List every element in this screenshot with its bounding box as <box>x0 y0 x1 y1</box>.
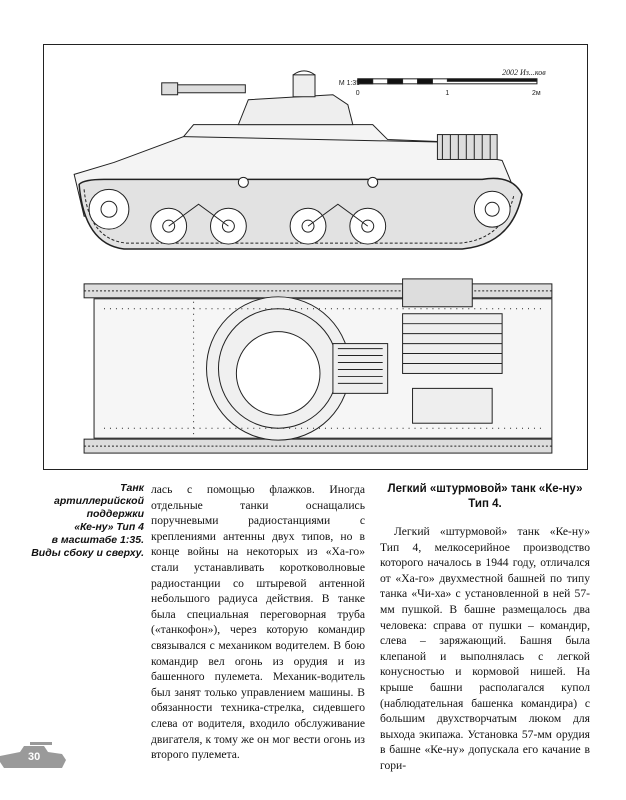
section-heading-line2: Тип 4. <box>468 498 502 510</box>
body-paragraph: лась с помощью флажков. Иногда отдельные танки оснащались поручневыми радиостанциями с креплениями антенны двух типов, но в конце войны на некоторых из «Ха-го» стали устанавливать коротковолновые радиостанции со штыревой антенной небольшого радиуса действия. В танке была специальная переговорная труба («танкофон»), через которую командир связывался с механиком водителем. В бою командир вел огонь из орудия и из башенного пулемета. Механик-водитель был занят только управлением машины. В обязанности техника-стрелка, сидевшего слева от водителя, входило обслуживание двигателя, к тому же он мог вести огонь из второго пулемета. <box>151 483 365 762</box>
page-number-badge <box>0 742 70 772</box>
section-heading-line1: Легкий «штурмовой» танк «Ке-ну» <box>387 483 583 495</box>
text-column-right <box>380 482 590 774</box>
body-paragraph: Легкий «штурмовой» танк «Ке-ну» Тип 4, мелкосерийное производство которого началось в 1944 году, отличался от «Ха-го» двухместной башней по типу танка «Чи-ха» с установленной в ней 57-мм пушкой. В башне размещалось два человека: справа от пушки – командир, слева – заряжающий. Башня была клепаной и выполнялась с легкой конусностью и кормовой нишей. На крыше башни располагался купол (наблюдательная башенка командира) с большим двухстворчатым люком для выхода экипажа. Установка 57-мм орудия в башне «Ке-ну» допускала его качание в гори- <box>380 525 590 772</box>
section-heading <box>380 482 590 512</box>
caption-line: Танк <box>120 482 144 494</box>
side-view <box>74 71 522 249</box>
scale-label: M 1:35 <box>338 79 361 87</box>
text-column-left <box>151 482 365 763</box>
scale-tick-1: 1 <box>445 89 450 97</box>
caption-line: Виды сбоку и сверху. <box>31 547 144 559</box>
figure-caption <box>8 482 144 560</box>
scale-tick-0: 0 <box>355 89 360 97</box>
tank-drawing <box>44 45 587 469</box>
caption-line: «Ке-ну» Тип 4 <box>74 521 144 533</box>
scale-tick-2: 2м <box>531 89 541 97</box>
top-view <box>84 279 552 453</box>
scale-bar <box>358 79 537 84</box>
page-number: 30 <box>28 751 41 763</box>
artist-signature: 2002 Из...ков <box>502 67 546 77</box>
caption-line: поддержки <box>86 508 144 520</box>
caption-line: артиллерийской <box>54 495 144 507</box>
caption-line: в масштабе 1:35. <box>51 534 144 546</box>
tank-drawing-figure <box>43 44 588 470</box>
